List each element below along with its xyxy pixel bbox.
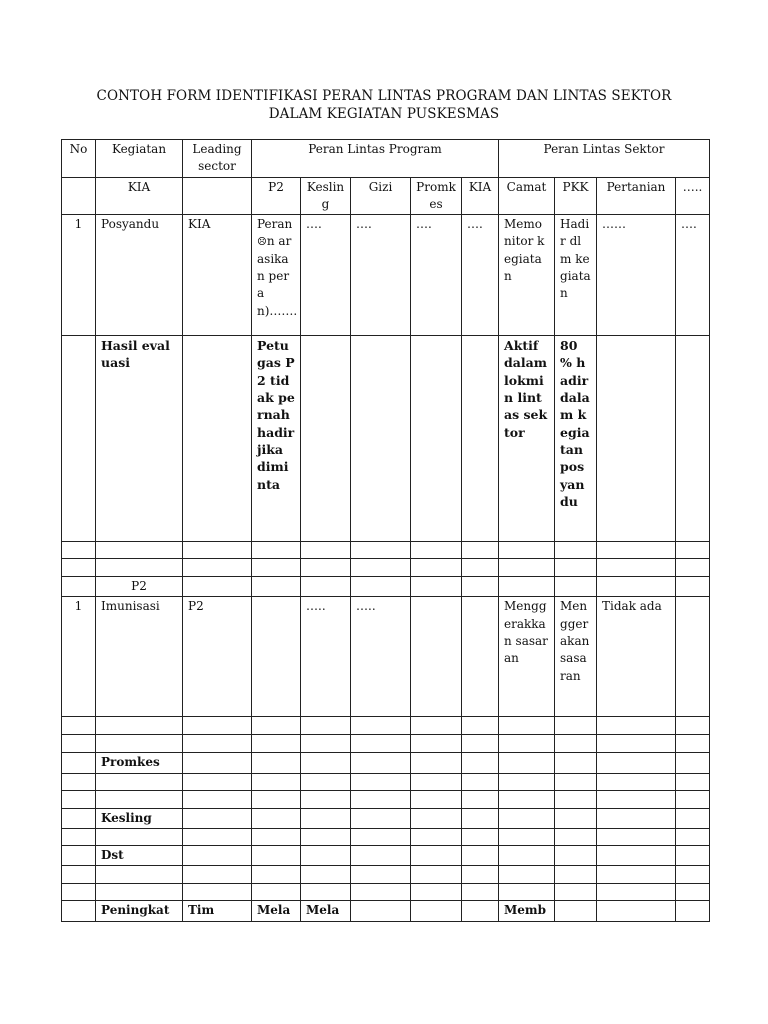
table-row-empty [62,717,710,735]
table-row-hasil-evaluasi [62,336,710,542]
cell-p2: Petugas P2 tidak pernah hadir jika diminta [252,336,301,542]
p2-text-pre: Peran [257,217,293,232]
cell-pkk: 80 % hadir dalam kegiatan posyandu [555,336,597,542]
title-line-2: DALAM KEGIATAN PUSKESMAS [268,106,500,122]
cell-gizi: …. [351,215,411,336]
sad-face-icon: ☹ [257,235,267,249]
cell-kesling: Mela [301,901,351,921]
cell-pertanian: Tidak ada [597,597,676,717]
cell-promkes: …. [411,215,462,336]
table-row-empty [62,559,710,577]
table-row-section-dst [62,846,710,866]
subheader-pertanian: Pertanian [597,177,676,215]
table-row-empty [62,542,710,559]
section-label: Promkes [96,753,183,773]
section-label: Dst [96,846,183,866]
subheader-row [62,177,710,215]
table-row-empty [62,829,710,846]
cell-leading: Tim [183,901,252,921]
section-label: P2 [96,577,183,597]
form-title [0,87,768,123]
subheader-gizi: Gizi [351,177,411,215]
identification-form-table [61,139,710,922]
header-peran-lintas-sektor: Peran Lintas Sektor [499,140,710,178]
subheader-camat: Camat [499,177,555,215]
table-row-section-p2 [62,577,710,597]
header-no: No [62,140,96,178]
subheader-kesling: Kesling [301,177,351,215]
cell-camat: Aktif dalam lokmin lintas sektor [499,336,555,542]
cell-kesling: ….. [301,597,351,717]
cell-pertanian: …… [597,215,676,336]
cell-kesling: …. [301,215,351,336]
section-label: Kesling [96,808,183,828]
subheader-promkes: Promkes [411,177,462,215]
cell-more: …. [676,215,710,336]
cell-kegiatan: Peningkat [96,901,183,921]
cell-leading: KIA [183,215,252,336]
cell-kegiatan: Imunisasi [96,597,183,717]
table-row-imunisasi [62,597,710,717]
cell-camat: Menggerakkan sasaran [499,597,555,717]
subheader-p2: P2 [252,177,301,215]
subheader-kia: KIA [462,177,499,215]
subheader-more: ….. [676,177,710,215]
header-kegiatan: Kegiatan [96,140,183,178]
cell-gizi: ….. [351,597,411,717]
cell-camat: Memb [499,901,555,921]
cell-p2 [252,215,301,336]
subheader-pkk: PKK [555,177,597,215]
cell-leading: P2 [183,597,252,717]
table-row-peningkat [62,901,710,921]
p2-text-post: n arasikan peran)……. [257,234,298,318]
table-row-section-promkes [62,753,710,773]
cell-no: 1 [62,215,96,336]
cell-p2: Mela [252,901,301,921]
table-row-posyandu [62,215,710,336]
cell-pkk: Menggerakan sasaran [555,597,597,717]
table-row-empty [62,884,710,901]
subheader-kegiatan-kia: KIA [96,177,183,215]
cell-kegiatan: Posyandu [96,215,183,336]
cell-kia: …. [462,215,499,336]
table-row-empty [62,773,710,790]
cell-camat: Memonitor kegiatan [499,215,555,336]
cell-no: 1 [62,597,96,717]
cell-kegiatan: Hasil evaluasi [96,336,183,542]
cell-pkk: Hadir dlm kegiatan [555,215,597,336]
header-leading-sector: Leading sector [183,140,252,178]
header-row [62,140,710,178]
header-peran-lintas-program: Peran Lintas Program [252,140,499,178]
title-line-1: CONTOH FORM IDENTIFIKASI PERAN LINTAS PROGRAM DAN LINTAS SEKTOR [96,88,672,104]
table-row-empty [62,866,710,884]
table-row-section-kesling [62,808,710,828]
table-row-empty [62,790,710,808]
table-row-empty [62,735,710,753]
